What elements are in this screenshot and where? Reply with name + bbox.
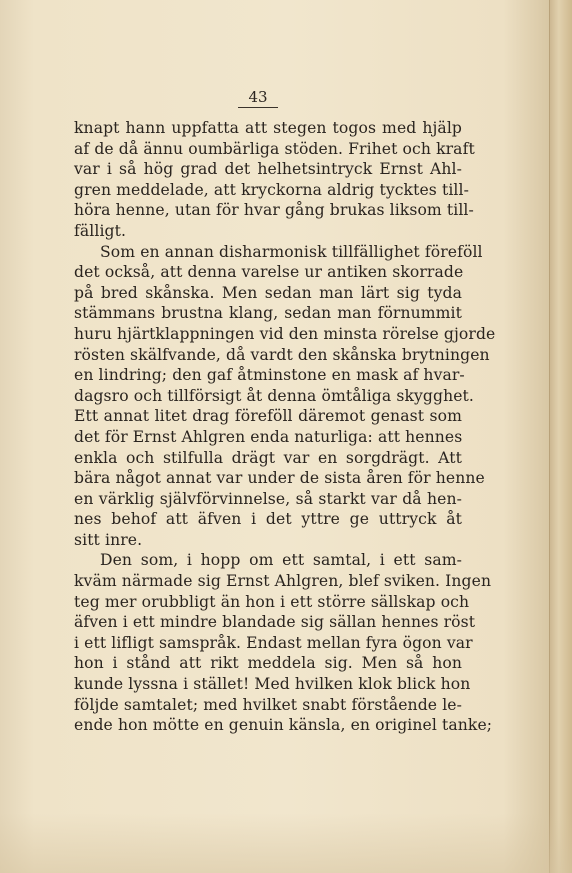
text-line: ende hon mötte en genuin känsla, en originel tanke; [74,716,493,735]
text-line: var i så hög grad det helhetsintryck Ernst Ahl- [74,160,462,179]
text-line: Som en annan disharmonisk tillfällighet föreföll [100,242,483,261]
text-line: knapt hann uppfatta att stegen togos med hjälp [74,119,462,137]
body-text [74,118,496,736]
text-line: rösten skälfvande, då vardt den skånska brytningen [74,345,490,364]
text-line: en lindring; den gaf åtminstone en mask af hvar- [74,366,465,385]
text-line: gren meddelade, att kryckorna aldrig tycktes till- [74,180,469,199]
text-line: teg mer orubbligt än hon i ett större sällskap och [74,592,470,611]
text-line: af de då ännu oumbärliga stöden. Frihet och kraft [74,139,475,158]
text-line: det också, att denna varelse ur antiken skorrade [74,263,464,282]
text-line: i ett lifligt samspråk. Endast mellan fyra ögon var [74,633,473,652]
text-line: kunde lyssna i stället! Med hvilken klok blick hon [74,675,471,694]
text-line: bära något annat var under de sista åren för henne [74,469,485,488]
text-line: det för Ernst Ahlgren enda naturliga: att hennes [74,427,463,446]
text-line: en värklig självförvinnelse, så starkt var då hen- [74,489,462,508]
text-line: Ett annat litet drag föreföll däremot genast som [74,407,462,426]
text-line: stämmans brustna klang, sedan man förnummit [74,304,462,323]
text-line: sitt inre. [74,530,143,549]
text-line: äfven i ett mindre blandade sig sällan hennes röst [74,613,476,632]
text-line: höra henne, utan för hvar gång brukas liksom till- [74,201,474,220]
text-line: Den som, i hopp om ett samtal, i ett sam- [100,551,462,570]
text-line: fälligt. [74,221,127,240]
text-line: enkla och stilfulla drägt var en sorgdrägt. Att [74,448,462,467]
text-line: kväm närmade sig Ernst Ahlgren, blef sviken. Ingen [74,572,492,591]
page-number: 43 [238,88,278,108]
text-line: huru hjärtklappningen vid den minsta rörelse gjorde [74,324,496,343]
text-line: följde samtalet; med hvilket snabt förstående le- [74,695,462,714]
text-line: dagsro och tillförsigt åt denna ömtåliga skygghet. [74,386,474,405]
text-line: nes behof att äfven i det yttre ge uttryck åt [74,510,462,529]
text-line: på bred skånska. Men sedan man lärt sig tyda [74,283,462,302]
text-line: hon i stånd att rikt meddela sig. Men så hon [74,654,462,673]
